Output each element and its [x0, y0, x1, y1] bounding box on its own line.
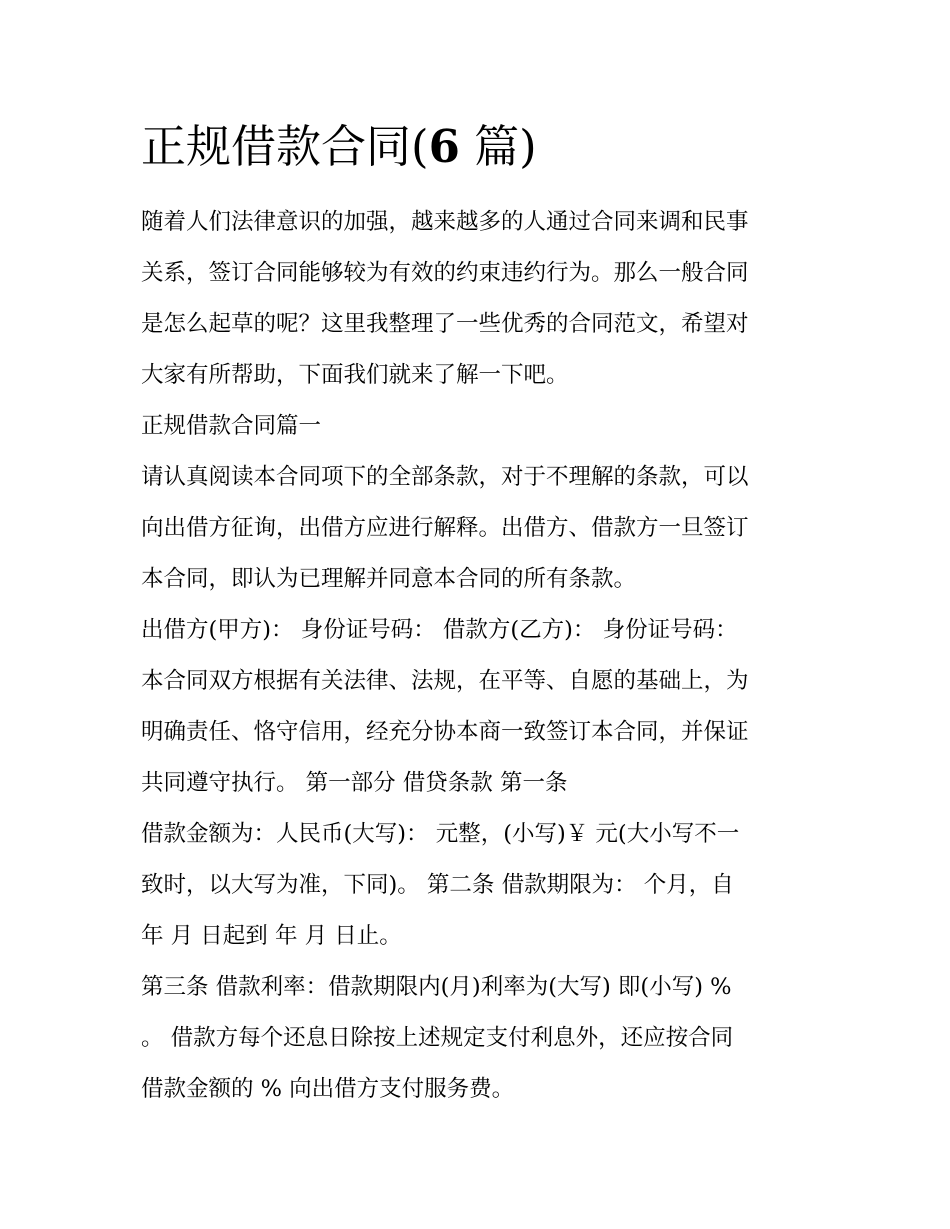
- document-title: [141, 116, 537, 178]
- text-line: 请认真阅读本合同项下的全部条款，对于不理解的条款，可以: [141, 464, 749, 490]
- preamble-paragraph: [141, 656, 817, 809]
- text-line: 明确责任、恪守信用，经充分协本商一致签订本合同，并保证: [141, 719, 749, 745]
- notice-paragraph: [141, 452, 817, 605]
- document-body: [141, 197, 817, 1115]
- intro-paragraph: [141, 197, 817, 401]
- text-line: 致时，以大写为准，下同)。 第二条 借款期限为： 个月，自: [141, 872, 734, 898]
- text-line: 第三条 借款利率：借款期限内(月)利率为(大写) 即(小写) %: [141, 974, 732, 1000]
- text-line: 关系，签订合同能够较为有效的约束违约行为。那么一般合同: [141, 260, 749, 286]
- section-heading: [141, 401, 817, 452]
- interest-paragraph: [141, 962, 817, 1115]
- text-line: 借款金额的 % 向出借方支付服务费。: [141, 1076, 515, 1102]
- text-line: 本合同双方根据有关法律、法规，在平等、自愿的基础上，为: [141, 668, 749, 694]
- title-tail: 篇): [459, 120, 537, 173]
- text-line: 出借方(甲方)： 身份证号码： 借款方(乙方)： 身份证号码：: [141, 617, 738, 643]
- text-line: 本合同，即认为已理解并同意本合同的所有条款。: [141, 566, 637, 592]
- text-line: 年 月 日起到 年 月 日止。: [141, 923, 402, 949]
- title-count: 6: [428, 120, 460, 173]
- text-line: 。 借款方每个还息日除按上述规定支付利息外，还应按合同: [141, 1025, 734, 1051]
- parties-paragraph: [141, 605, 817, 656]
- amount-paragraph: [141, 809, 817, 962]
- title-main: 正规借款合同(: [141, 120, 429, 173]
- text-line: 大家有所帮助，下面我们就来了解一下吧。: [141, 362, 569, 388]
- text-line: 借款金额为：人民币(大写)： 元整，(小写)￥ 元(大小写不一: [141, 821, 740, 847]
- text-line: 向出借方征询，出借方应进行解释。出借方、借款方一旦签订: [141, 515, 749, 541]
- text-line: 共同遵守执行。 第一部分 借贷条款 第一条: [141, 770, 568, 796]
- text-line: 是怎么起草的呢？这里我整理了一些优秀的合同范文，希望对: [141, 311, 749, 337]
- text-line: 正规借款合同篇一: [141, 413, 322, 439]
- text-line: 随着人们法律意识的加强，越来越多的人通过合同来调和民事: [141, 209, 749, 235]
